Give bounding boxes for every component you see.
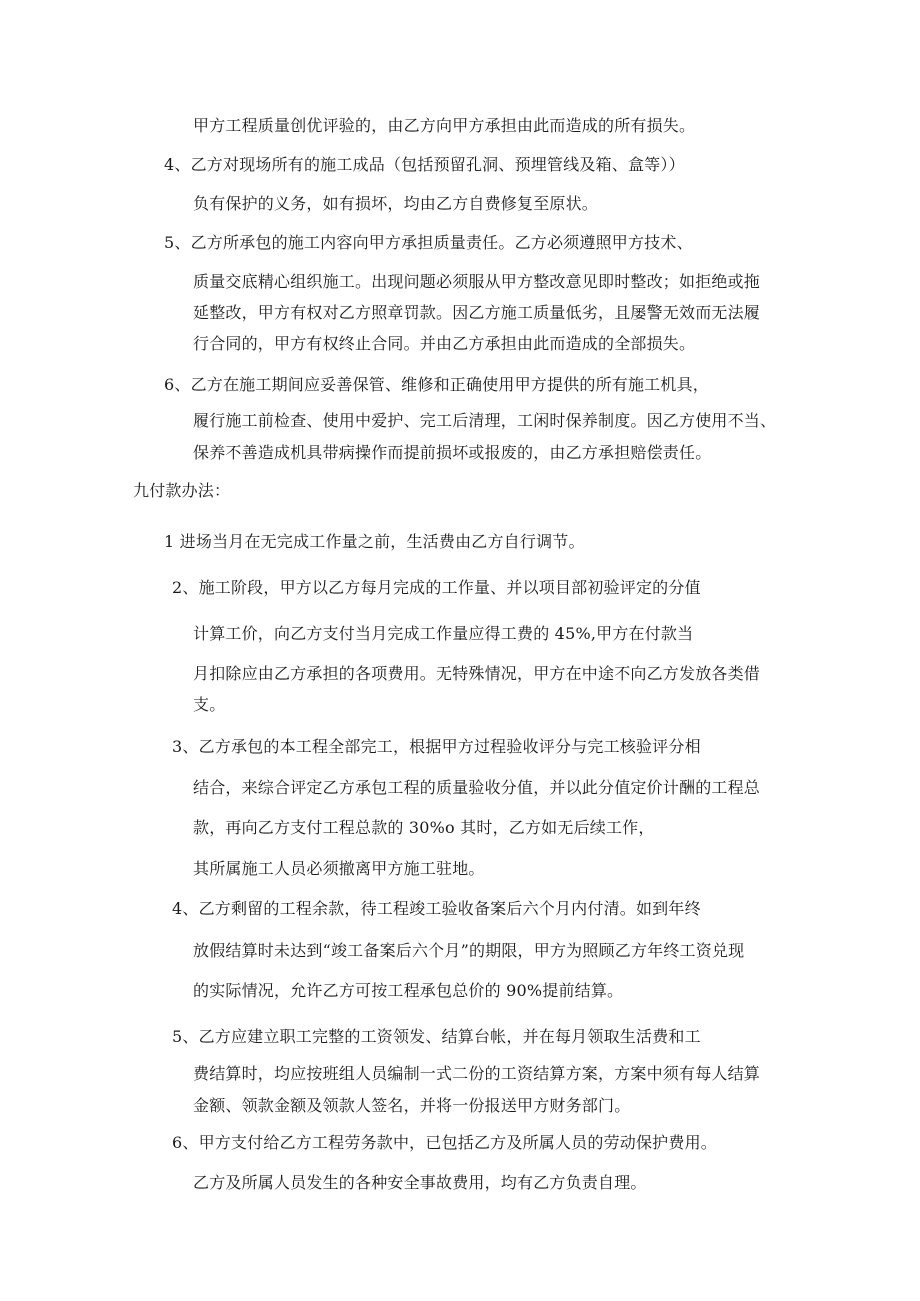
text-line: 计算工价，向乙方支付当月完成工作量应得工费的 45%,甲方在付款当 (193, 624, 694, 643)
text-line: 支。 (193, 695, 226, 714)
text-line: 2、施工阶段，甲方以乙方每月完成的工作量、并以项目部初验评定的分值 (172, 578, 701, 597)
text-line: 5、乙方应建立职工完整的工资领发、结算台帐，并在每月领取生活费和工 (172, 1027, 701, 1046)
text-line: 放假结算时未达到“竣工备案后六个月”的期限，甲方为照顾乙方年终工资兑现 (193, 941, 745, 960)
text-line: 履行施工前检查、使用中爱护、完工后清理，工闲时保养制度。因乙方使用不当、 (193, 411, 777, 430)
text-line: 质量交底精心组织施工。出现问题必须服从甲方整改意见即时整改；如拒绝或拖 (193, 272, 761, 291)
section-heading: 九付款办法： (133, 481, 231, 500)
text-line: 甲方工程质量创优评验的，由乙方向甲方承担由此而造成的所有损失。 (193, 116, 696, 135)
text-line: 延整改，甲方有权对乙方照章罚款。因乙方施工质量低劣，且屡警无效而无法履 (193, 303, 761, 322)
text-line: 保养不善造成机具带病操作而提前损坏或报废的，由乙方承担赔偿责任。 (193, 443, 712, 462)
text-line: 乙方及所属人员发生的各种安全事故费用，均有乙方负责自理。 (193, 1173, 647, 1192)
text-line: 6、甲方支付给乙方工程劳务款中，已包括乙方及所属人员的劳动保护费用。 (172, 1133, 717, 1152)
text-line: 的实际情况，允许乙方可按工程承包总价的 90%提前结算。 (193, 981, 624, 1000)
text-line: 款，再向乙方支付工程总款的 30%o 其时，乙方如无后续工作， (193, 818, 655, 837)
text-line: 4、乙方剩留的工程余款，待工程竣工验收备案后六个月内付清。如到年终 (172, 899, 701, 918)
text-line: 其所属施工人员必须撤离甲方施工驻地。 (193, 859, 485, 878)
text-line: 5、乙方所承包的施工内容向甲方承担质量责任。乙方必须遵照甲方技术、 (164, 233, 693, 252)
text-line: 月扣除应由乙方承担的各项费用。无特殊情况，甲方在中途不向乙方发放各类借 (193, 664, 761, 683)
text-line: 金额、领款金额及领款人签名，并将一份报送甲方财务部门。 (193, 1096, 631, 1115)
text-line: 负有保护的义务，如有损坏，均由乙方自费修复至原状。 (193, 194, 599, 213)
text-line: 结合，来综合评定乙方承包工程的质量验收分值，并以此分值定价计酬的工程总 (193, 778, 761, 797)
text-line: 费结算时，均应按班组人员编制一式二份的工资结算方案，方案中须有每人结算 (193, 1064, 761, 1083)
text-line: 1 进场当月在无完成工作量之前，生活费由乙方自行调节。 (164, 532, 585, 551)
text-line: 3、乙方承包的本工程全部完工，根据甲方过程验收评分与完工核验评分相 (172, 737, 701, 756)
text-line: 6、乙方在施工期间应妥善保管、维修和正确使用甲方提供的所有施工机具， (164, 375, 709, 394)
text-line: 4、乙方对现场所有的施工成品（包括预留孔洞、预埋管线及箱、盒等）） (164, 155, 685, 174)
text-line: 行合同的，甲方有权终止合同。并由乙方承担由此而造成的全部损失。 (193, 334, 696, 353)
